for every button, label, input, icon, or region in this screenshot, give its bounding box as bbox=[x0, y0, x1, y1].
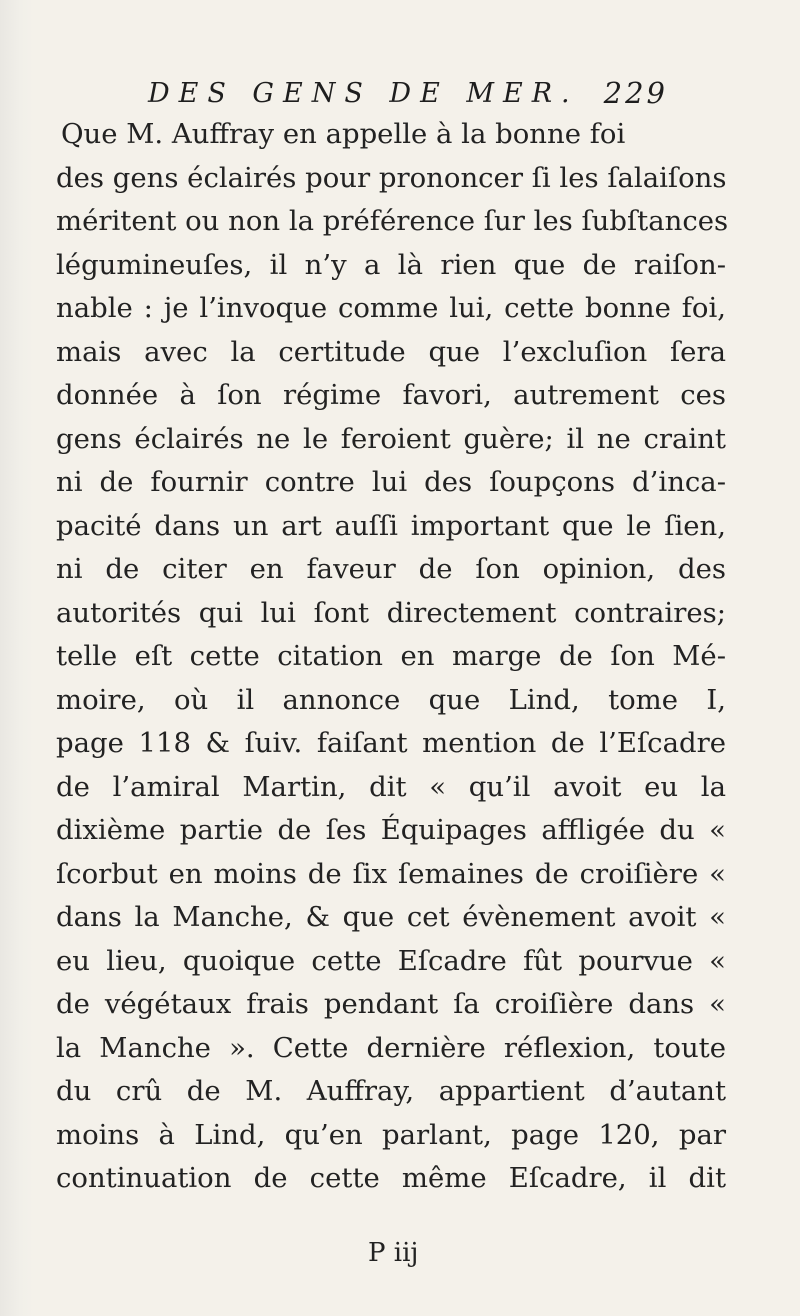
text-line: des gens éclairés pour prononcer ſi les ſalaiſons bbox=[56, 161, 727, 194]
text-line: la Manche ». Cette dernière réflexion, toute bbox=[56, 1031, 726, 1064]
text-line: dans la Manche, & que cet évènement avoit « bbox=[56, 901, 726, 933]
text-line: du crû de M. Auffray, appartient d’autant bbox=[56, 1075, 726, 1107]
text-line: légumineuſes, il n’y a là rien que de raiſon- bbox=[56, 248, 726, 281]
text-line: ni de citer en faveur de ſon opinion, des bbox=[56, 553, 726, 585]
page-gutter bbox=[0, 0, 34, 1316]
text-line: moins à Lind, qu’en parlant, page 120, par bbox=[56, 1118, 726, 1151]
text-line: donnée à ſon régime favori, autrement ces bbox=[56, 379, 726, 411]
text-line: nable : je l’invoque comme lui, cette bonne foi, bbox=[56, 292, 726, 324]
text-line: gens éclairés ne le feroient guère; il ne craint bbox=[56, 422, 726, 455]
text-line: méritent ou non la préférence ſur les ſubſtances bbox=[56, 205, 729, 237]
text-line: Que M. Auffray en appelle à la bonne foi bbox=[61, 118, 626, 150]
text-line: dixième partie de ſes Équipages affligée du « bbox=[56, 814, 726, 846]
text-line: page 118 & ſuiv. faiſant mention de l’Eſcadre bbox=[56, 727, 726, 759]
text-line: continuation de cette même Eſcadre, il dit bbox=[56, 1162, 726, 1194]
text-line: autorités qui lui ſont directement contraires; bbox=[56, 596, 726, 629]
text-line: moire, où il annonce que Lind, tome I, bbox=[56, 683, 726, 716]
text-line: ſcorbut en moins de ſix ſemaines de croiſière « bbox=[56, 857, 726, 890]
body-text bbox=[56, 113, 729, 1201]
page-header bbox=[148, 72, 668, 116]
text-line: de végétaux frais pendant ſa croiſière dans « bbox=[56, 988, 726, 1020]
text-line: ni de fournir contre lui des ſoupçons d’inca- bbox=[56, 466, 726, 498]
running-head: DES GENS DE MER. bbox=[148, 78, 579, 109]
signature-mark: P iij bbox=[368, 1238, 419, 1268]
text-line: pacité dans un art auſſi important que le ſien, bbox=[56, 509, 726, 542]
text-line: telle eſt cette citation en marge de ſon Mé- bbox=[56, 640, 726, 672]
text-line: eu lieu, quoique cette Eſcadre fût pourvue « bbox=[56, 944, 726, 977]
text-line: de l’amiral Martin, dit « qu’il avoit eu la bbox=[56, 770, 726, 803]
text-line: mais avec la certitude que l’excluſion ſera bbox=[56, 335, 726, 368]
page-number: 229 bbox=[603, 76, 668, 110]
